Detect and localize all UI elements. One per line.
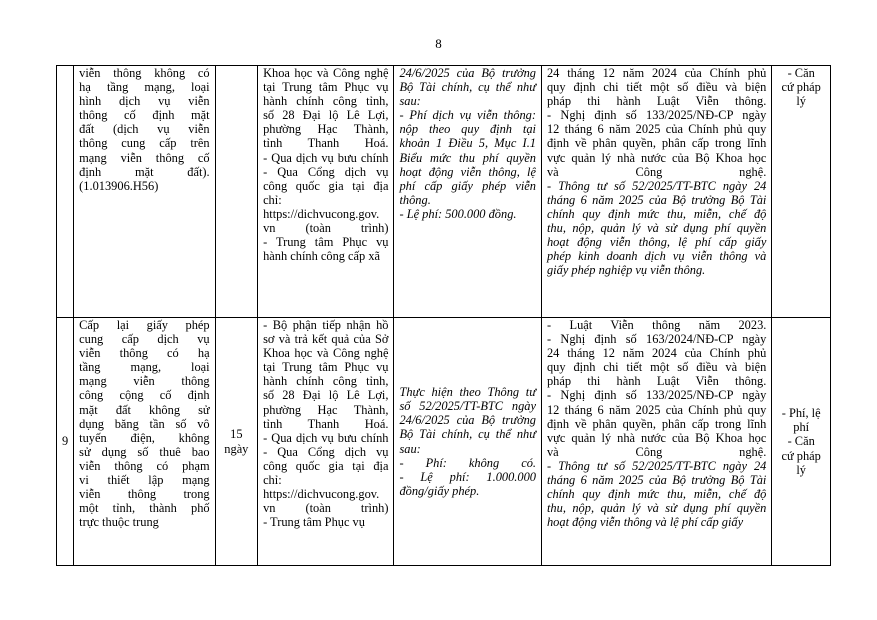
text-line: hành chính công tỉnh, (263, 94, 389, 109)
text-line: quy định chi tiết một số điều và biện (546, 360, 767, 375)
text-line: 24 tháng 12 năm 2024 của Chính phủ (546, 346, 767, 361)
text-line: - Bộ phận tiếp nhận hồ (263, 318, 389, 332)
note-cell (772, 66, 831, 318)
text-line: phép kinh doanh dịch vụ viễn thông và (546, 249, 767, 264)
text-line: hành chính công cấp xã (263, 249, 381, 264)
text-line: đất (dịch vụ viễn (79, 122, 210, 137)
text-line: tầng mạng, loại (79, 360, 210, 375)
text-line: định về phân quyền, phân cấp trong lĩnh (546, 136, 767, 151)
text-line: - Qua dịch vụ bưu chính (263, 430, 389, 445)
text-line: mạng viễn thông (79, 374, 210, 389)
text-line: chỉ: (263, 192, 282, 207)
text-line: khoản 1 Điều 5, Mục I.1 (399, 136, 536, 151)
text-line: công quốc gia tại địa (263, 178, 389, 193)
text-line: chỉ: (263, 473, 282, 488)
text-line: - Phí, lệ (781, 406, 821, 421)
text-line: nộp theo quy định tại (399, 122, 536, 137)
text-line: công quốc gia tại địa (263, 458, 389, 473)
text-line: hành chính công tỉnh, (263, 374, 389, 389)
text-line: - Nghị định số 133/2025/NĐ-CP ngày (546, 388, 767, 403)
text-line: Thực hiện theo Thông tư (399, 385, 536, 400)
text-line: hoạt động viễn thông và lệ phí cấp giấy (546, 515, 744, 530)
text-line: vn (toàn trình) (263, 221, 389, 236)
text-line: chính quy định mức thu, miễn, chế độ (546, 206, 767, 221)
text-line: lý (796, 94, 806, 109)
text-line: hạ tầng mạng, loại (79, 80, 210, 95)
text-line: pháp thi hành Luật Viễn thông. (546, 374, 767, 389)
text-line: pháp thi hành Luật Viễn thông. (546, 94, 767, 109)
text-line: 15 (230, 427, 243, 442)
text-line: ngày (224, 441, 249, 456)
stt-cell (57, 66, 74, 318)
text-line: 24 tháng 12 năm 2024 của Chính phủ (546, 66, 767, 80)
text-line: (1.013906.H56) (79, 178, 159, 193)
text-line: https://dichvucong.gov. (263, 487, 380, 502)
text-line: hoạt động viễn thông, lệ phí cấp giấy (546, 235, 767, 250)
text-line: 24/6/2025 của Bộ trưởng (399, 66, 536, 80)
note-cell (772, 318, 831, 566)
text-line: - Trung tâm Phục vụ (263, 235, 389, 250)
text-line: tháng 6 năm 2025 của Bộ trưởng Bộ Tài (546, 192, 767, 207)
text-line: quy định chi tiết một số điều và biện (546, 80, 767, 95)
text-line: lý (796, 462, 806, 477)
text-line: - Nghị định số 133/2025/NĐ-CP ngày (546, 108, 767, 123)
text-line: 24/6/2025 của Bộ trưởng (399, 413, 536, 428)
text-line: sau: (399, 441, 421, 456)
text-line: tỉnh Thanh Hoá. (263, 136, 389, 151)
stt-cell: 9 (57, 318, 74, 566)
text-line: cứ pháp (781, 448, 821, 463)
text-line: thông cung cấp trên (79, 136, 210, 151)
text-line: định mặt đất). (79, 164, 210, 179)
text-line: hình dịch vụ viễn (79, 94, 210, 109)
text-line: vực quản lý nhà nước của Bộ Khoa học (546, 430, 767, 445)
table-row (57, 318, 831, 566)
text-line: phí cấp giấy phép viễn (399, 178, 536, 193)
text-line: - Qua dịch vụ bưu chính (263, 150, 389, 165)
legal-basis-cell (541, 318, 771, 566)
text-line: định về phân quyền, phân cấp trong lĩnh (546, 416, 767, 431)
text-line: - Nghị định số 163/2024/NĐ-CP ngày (546, 332, 767, 347)
text-line: trực thuộc trung (79, 515, 159, 530)
text-line: phí (793, 420, 810, 435)
submission-place-cell (258, 66, 394, 318)
text-line: giấy phép nghiệp vụ viễn thông. (546, 263, 706, 278)
text-line: thu, nộp, quản lý và sử dụng phí quyền (546, 221, 767, 236)
text-line: mạng viễn thông cố (79, 150, 210, 165)
text-line: - Trung tâm Phục vụ (263, 515, 365, 530)
procedures-table (56, 65, 831, 566)
page-number: 8 (435, 36, 442, 51)
text-line: cung cấp dịch vụ (79, 332, 210, 347)
text-line: mặt đất không sử (79, 402, 210, 417)
text-line: thu, nộp, quản lý và sử dụng phí quyền (546, 501, 767, 516)
text-line: một tỉnh, thành phố (79, 501, 210, 516)
text-line: chính quy định mức thu, miễn, chế độ (546, 487, 767, 502)
text-line: - Phí: không có. (399, 455, 536, 470)
text-line: phường Hạc Thành, (263, 122, 389, 137)
fee-cell (394, 66, 542, 318)
text-line: - Qua Cổng dịch vụ (263, 444, 389, 459)
text-line: - Lệ phí: 500.000 đồng. (399, 206, 517, 221)
text-line: sau: (399, 94, 421, 109)
text-line: tỉnh Thanh Hoá. (263, 416, 389, 431)
text-line: viễn thông trong (79, 487, 210, 502)
text-line: tuyến điện, không (79, 430, 210, 445)
text-line: số 52/2025/TT-BTC ngày (399, 399, 536, 414)
text-line: viễn thông có hạ (79, 346, 210, 361)
procedure-name-cell (74, 66, 215, 318)
text-line: công cộng cố định (79, 388, 210, 403)
text-line: đồng/giấy phép. (399, 483, 480, 498)
table-row (57, 66, 831, 318)
text-line: viễn thông không có (79, 66, 210, 80)
text-line: - Căn (787, 66, 815, 80)
text-line: và Công nghệ. (546, 444, 767, 459)
text-line: dụng băng tần số vô (79, 416, 210, 431)
text-line: số 28 Đại lộ Lê Lợi, (263, 388, 389, 403)
text-line: Biểu mức thu phí quyền (399, 150, 536, 165)
text-line: - Qua Cổng dịch vụ (263, 164, 389, 179)
text-line: tại Trung tâm Phục vụ (263, 80, 389, 95)
processing-time-cell (215, 66, 257, 318)
text-line: vực quản lý nhà nước của Bộ Khoa học (546, 150, 767, 165)
text-line: và Công nghệ. (546, 164, 767, 179)
processing-time-cell (215, 318, 257, 566)
text-line: viễn thông có phạm (79, 458, 210, 473)
text-line: tháng 6 năm 2025 của Bộ trưởng Bộ Tài (546, 473, 767, 488)
text-line: sử dụng số thuê bao (79, 444, 210, 459)
procedure-name-cell (74, 318, 215, 566)
text-line: - Căn (787, 434, 815, 449)
text-line: https://dichvucong.gov. (263, 206, 380, 221)
text-line: 12 tháng 6 năm 2025 của Chính phủ quy (546, 122, 767, 137)
submission-place-cell (258, 318, 394, 566)
text-line: phường Hạc Thành, (263, 402, 389, 417)
text-line: thông cố định mặt (79, 108, 210, 123)
text-line: - Thông tư số 52/2025/TT-BTC ngày 24 (546, 458, 767, 473)
text-line: tại Trung tâm Phục vụ (263, 360, 389, 375)
text-line: - Phí dịch vụ viễn thông: (399, 108, 536, 123)
text-line: Bộ Tài chính, cụ thể như (399, 427, 536, 442)
text-line: Cấp lại giấy phép (79, 318, 210, 332)
legal-basis-cell (541, 66, 771, 318)
fee-cell (394, 318, 542, 566)
text-line: vi thiết lập mạng (79, 473, 210, 488)
text-line: thông. (399, 192, 431, 207)
text-line: - Thông tư số 52/2025/TT-BTC ngày 24 (546, 178, 767, 193)
text-line: 12 tháng 6 năm 2025 của Chính phủ quy (546, 402, 767, 417)
text-line: cứ pháp (781, 80, 821, 95)
text-line: - Luật Viễn thông năm 2023. (546, 318, 767, 332)
text-line: Bộ Tài chính, cụ thể như (399, 80, 536, 95)
text-line: sơ và trả kết quả của Sở (263, 332, 389, 347)
text-line: hoạt động viễn thông, lệ (399, 164, 536, 179)
text-line: vn (toàn trình) (263, 501, 389, 516)
text-line: Khoa học và Công nghệ (263, 66, 389, 80)
text-line: Khoa học và Công nghệ (263, 346, 389, 361)
text-line: - Lệ phí: 1.000.000 (399, 469, 536, 484)
text-line: số 28 Đại lộ Lê Lợi, (263, 108, 389, 123)
